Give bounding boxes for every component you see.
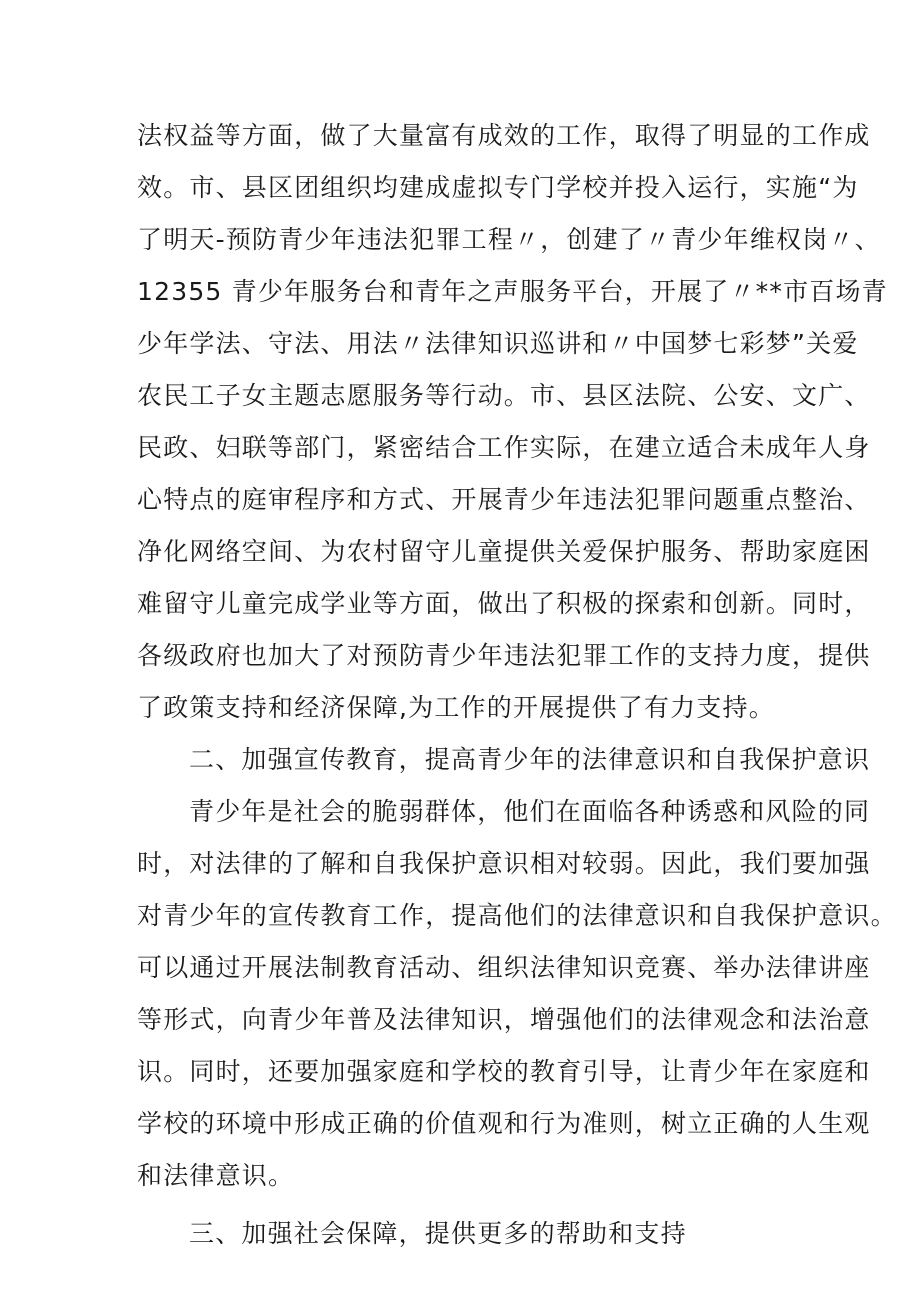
paragraph-line: 净化网络空间、为农村留守儿童提供关爱保护服务、帮助家庭困 [137, 537, 871, 566]
paragraph-line: 了政策支持和经济保障,为工作的开展提供了有力支持。 [137, 693, 775, 722]
paragraph-line: 了明天-预防青少年违法犯罪工程〃，创建了〃青少年维权岗〃、 [137, 225, 881, 254]
paragraph-line: 青少年是社会的脆弱群体，他们在面临各种诱惑和风险的同 [189, 797, 871, 826]
paragraph-line: 和法律意识。 [137, 1161, 295, 1190]
paragraph-line: 民政、妇联等部门，紧密结合工作实际，在建立适合未成年人身 [137, 433, 871, 462]
paragraph-2 [137, 786, 897, 1202]
paragraph-1 [137, 110, 888, 734]
paragraph-line: 12355 青少年服务台和青年之声服务平台，开展了〃**市百场青 [137, 277, 888, 306]
paragraph-line: 识。同时，还要加强家庭和学校的教育引导，让青少年在家庭和 [137, 1057, 871, 1086]
paragraph-line: 少年学法、守法、用法〃法律知识巡讲和〃中国梦七彩梦”关爱 [137, 329, 859, 358]
paragraph-line: 效。市、县区团组织均建成虚拟专门学校并投入运行，实施“为 [137, 173, 859, 202]
document-body [137, 110, 897, 1260]
paragraph-line: 等形式，向青少年普及法律知识，增强他们的法律观念和法治意 [137, 1005, 871, 1034]
paragraph-line: 各级政府也加大了对预防青少年违法犯罪工作的支持力度，提供 [137, 641, 871, 670]
paragraph-line: 农民工子女主题志愿服务等行动。市、县区法院、公安、文广、 [137, 381, 871, 410]
section-heading-2: 二、加强宣传教育，提高青少年的法律意识和自我保护意识 [189, 745, 871, 774]
paragraph-line: 可以通过开展法制教育活动、组织法律知识竞赛、举办法律讲座 [137, 953, 871, 982]
paragraph-line: 对青少年的宣传教育工作，提高他们的法律意识和自我保护意识。 [137, 901, 897, 930]
paragraph-line: 时，对法律的了解和自我保护意识相对较弱。因此，我们要加强 [137, 849, 871, 878]
paragraph-line: 学校的环境中形成正确的价值观和行为准则，树立正确的人生观 [137, 1109, 871, 1138]
paragraph-line: 难留守儿童完成学业等方面，做出了积极的探索和创新。同时， [137, 589, 871, 618]
paragraph-line: 法权益等方面，做了大量富有成效的工作，取得了明显的工作成 [137, 121, 871, 150]
paragraph-line: 心特点的庭审程序和方式、开展青少年违法犯罪问题重点整治、 [137, 485, 871, 514]
section-heading-3: 三、加强社会保障，提供更多的帮助和支持 [189, 1219, 687, 1248]
